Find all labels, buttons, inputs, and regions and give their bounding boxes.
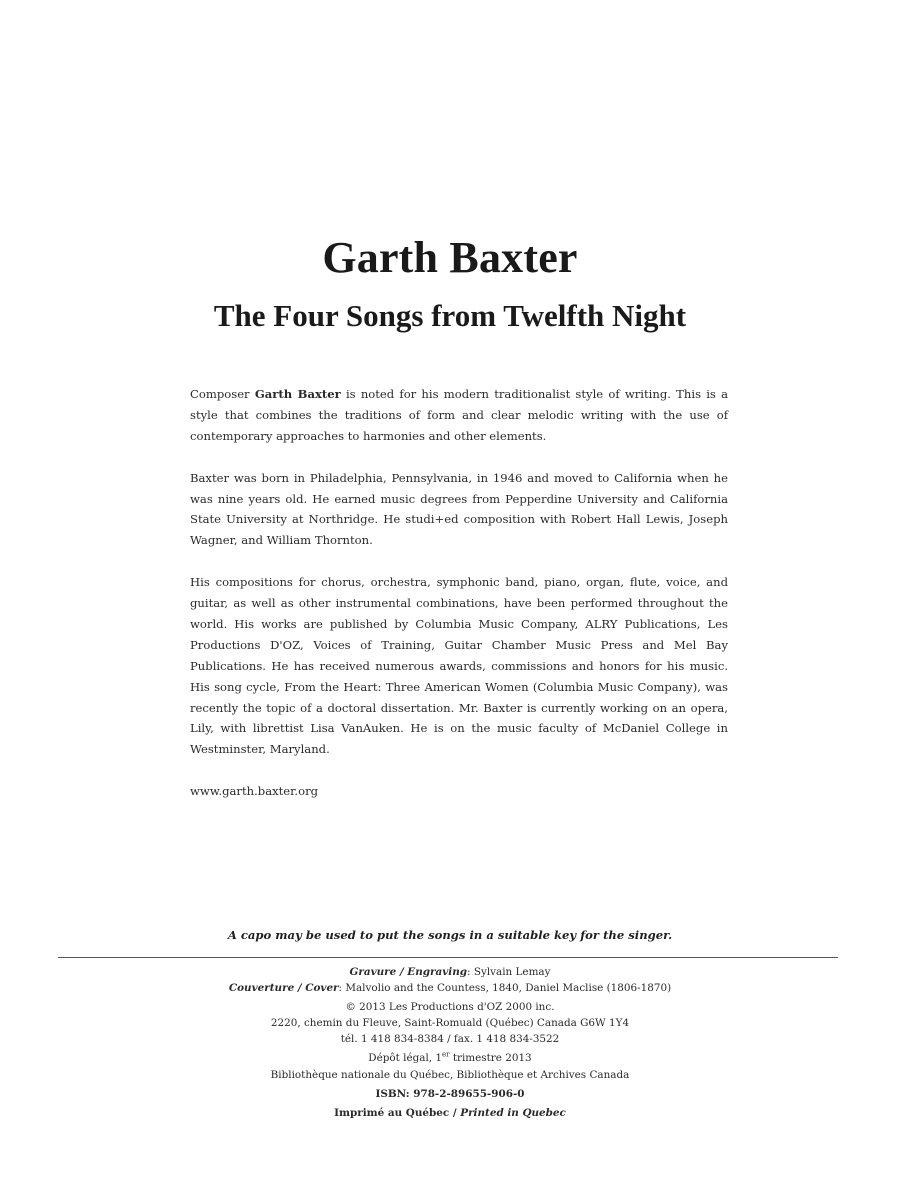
printed-in — [0, 1105, 900, 1121]
composer-biography — [190, 384, 728, 823]
copyright-line: © 2013 Les Productions d'OZ 2000 inc. — [345, 1001, 555, 1014]
capo-note: A capo may be used to put the songs in a suitable key for the singer. — [227, 928, 673, 942]
isbn: ISBN: 978-2-89655-906-0 — [375, 1087, 525, 1100]
composer-website: www.garth.baxter.org — [190, 784, 319, 799]
cover-label: Couverture / Cover — [228, 982, 339, 995]
legal-deposit-pre: Dépôt légal, 1 — [368, 1052, 443, 1065]
printed-en: Printed in Quebec — [460, 1106, 566, 1119]
engraving-value: : Sylvain Lemay — [467, 966, 551, 978]
cover-credit — [0, 980, 900, 996]
engraving-credit — [0, 964, 900, 980]
publication-credits — [0, 964, 900, 1121]
cover-value: : Malvolio and the Countess, 1840, Daniel Maclise (1806-1870) — [338, 982, 672, 995]
legal-deposit-post: trimestre 2013 — [449, 1052, 532, 1065]
bio-paragraph-1 — [190, 384, 728, 447]
engraving-label: Gravure / Engraving — [349, 966, 468, 978]
bio-p1-lead: Composer — [190, 387, 255, 401]
bio-paragraph-2: Baxter was born in Philadelphia, Pennsylvania, in 1946 and moved to California when he was nine years old. He earned music degrees from Pepperdine University and California State University at Northridge. He studi+ed composition with Robert Hall Lewis, Joseph Wagner, and William Thornton. — [190, 470, 728, 548]
legal-deposit — [0, 1050, 900, 1066]
work-title: The Four Songs from Twelfth Night — [213, 298, 687, 333]
composer-name: Garth Baxter — [322, 233, 578, 282]
bio-p1-rest: is noted for his modern traditionalist style of writing. This is a style that combines the traditions of form and clear melodic writing with the use of contemporary approaches to harmonies and other elements. — [190, 387, 728, 443]
legal-deposit-sup: er — [442, 1051, 450, 1059]
publisher-address: 2220, chemin du Fleuve, Saint-Romuald (Québec) Canada G6W 1Y4 — [270, 1017, 630, 1030]
bio-p1-composer-name: Garth Baxter — [254, 387, 341, 401]
bio-paragraph-3: His compositions for chorus, orchestra, symphonic band, piano, organ, flute, voice, and guitar, as well as other instrumental combinations, have been performed throughout the world. His works are published by Columbia Music Company, ALRY Publications, Les Productions D'OZ, Voices of Training, Guitar Chamber Music Press and Mel Bay Publications. He has received numerous awards, commissions and honors for his music. His song cycle, From the Heart: Three American Women (Columbia Music Company), was recently the topic of a doctoral dissertation. Mr. Baxter is currently working on an opera, Lily, with librettist Lisa VanAuken. He is on the music faculty of McDaniel College in Westminster, Maryland. — [190, 575, 728, 757]
publisher-phone: tél. 1 418 834-8384 / fax. 1 418 834-3522 — [340, 1033, 560, 1046]
printed-fr: Imprimé au Québec / — [334, 1106, 461, 1119]
divider-rule — [58, 957, 838, 958]
libraries-line: Bibliothèque nationale du Québec, Bibliothèque et Archives Canada — [270, 1068, 630, 1081]
